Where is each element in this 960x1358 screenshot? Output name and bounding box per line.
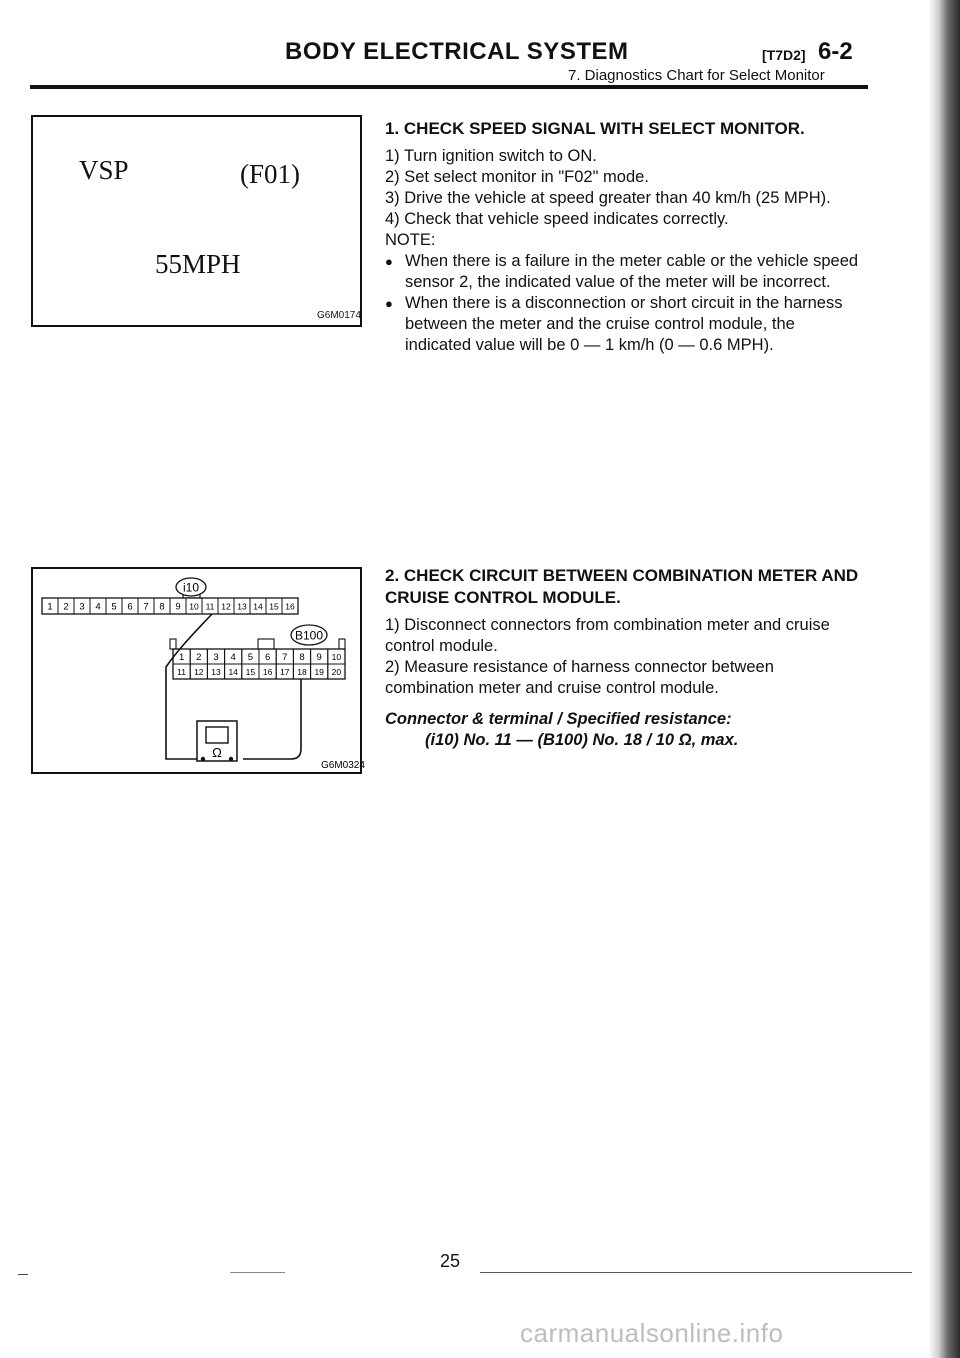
connector-pin-number: 13 bbox=[237, 601, 247, 612]
chapter-subtitle: 7. Diagnostics Chart for Select Monitor bbox=[568, 67, 825, 84]
connector-pin-number: 4 bbox=[95, 601, 101, 613]
note-label: NOTE: bbox=[385, 231, 436, 249]
connector-pin-number: 5 bbox=[247, 652, 254, 663]
connector-pin-number: 7 bbox=[282, 652, 288, 663]
spec-value: (i10) No. 11 — (B100) No. 18 / 10 Ω, max. bbox=[425, 731, 739, 749]
connector-pin-number: 14 bbox=[228, 667, 238, 677]
monitor-label-vsp: VSP bbox=[79, 155, 129, 185]
connector-pin-number: 17 bbox=[280, 667, 290, 677]
note-item: ● When there is a disconnection or short circuit in the harness between the meter and the cruise control module, the indicated value will be 0 — 1 km/h (0 — 0.6 MPH). bbox=[385, 293, 865, 356]
note-item: ● When there is a failure in the meter cable or the vehicle speed sensor 2, the indicated value of the meter will be incorrect. bbox=[385, 251, 865, 293]
step: 2) Set select monitor in "F02" mode. bbox=[385, 168, 649, 186]
monitor-value: 55MPH bbox=[155, 249, 241, 279]
connector-pin-number: 11 bbox=[177, 667, 187, 677]
connector-pin-number: 8 bbox=[299, 652, 305, 663]
connector-pin-number: 9 bbox=[175, 601, 181, 613]
step: 1) Turn ignition switch to ON. bbox=[385, 147, 597, 165]
watermark: carmanualsonline.info bbox=[520, 1318, 784, 1348]
footer-rule bbox=[230, 1272, 285, 1273]
step: 3) Drive the vehicle at speed greater than 40 km/h (25 MPH). bbox=[385, 189, 831, 207]
footer-rule bbox=[480, 1272, 930, 1273]
connector-pin-number: 6 bbox=[127, 601, 133, 613]
connector-pin-number: 13 bbox=[211, 667, 221, 677]
section-title: BODY ELECTRICAL SYSTEM bbox=[285, 38, 629, 65]
spec-heading: Connector & terminal / Specified resistance: bbox=[385, 710, 732, 728]
connector-pin-number: 16 bbox=[285, 601, 295, 612]
connector-pin-number: 2 bbox=[196, 652, 202, 663]
section-check-circuit bbox=[385, 565, 865, 751]
connector-pin-number: 11 bbox=[205, 601, 215, 612]
connector-pin-number: 18 bbox=[297, 667, 307, 677]
section-code: [T7D2] bbox=[762, 47, 806, 63]
connector-pin-number: 10 bbox=[331, 652, 342, 662]
connector-pin-number: 12 bbox=[221, 601, 231, 612]
connector-pin-number: 4 bbox=[230, 652, 236, 663]
page-reference: 6-2 bbox=[818, 38, 853, 65]
connector-pin-number: 3 bbox=[79, 601, 85, 613]
connector-pin-number: 16 bbox=[262, 667, 273, 677]
i10-label: i10 bbox=[182, 580, 200, 595]
connector-pin-number: 7 bbox=[143, 601, 149, 613]
connector-pin-number: 10 bbox=[189, 601, 199, 612]
probe-lead-b100 bbox=[243, 679, 301, 759]
footer-mark bbox=[18, 1274, 28, 1275]
ohm-icon: Ω bbox=[212, 745, 222, 760]
connector-pin-number: 1 bbox=[47, 601, 53, 613]
b100-label: B100 bbox=[294, 628, 324, 643]
connector-pin-number: 2 bbox=[63, 601, 69, 613]
connector-pin-number: 14 bbox=[253, 601, 263, 612]
connector-pin-number: 6 bbox=[264, 652, 271, 663]
monitor-label-mode: (F01) bbox=[240, 159, 300, 189]
step: 4) Check that vehicle speed indicates correctly. bbox=[385, 210, 729, 228]
ohmmeter-display bbox=[206, 727, 228, 743]
connector-pin-number: 15 bbox=[269, 601, 279, 612]
header-rule bbox=[30, 85, 868, 89]
connector-pin-number: 9 bbox=[316, 652, 322, 663]
figure-code: G6M0324 bbox=[321, 760, 365, 771]
connector-pin-number: 20 bbox=[331, 667, 342, 677]
step: 2) Measure resistance of harness connector between combination meter and cruise control module. bbox=[385, 658, 774, 697]
connector-pin-number: 15 bbox=[245, 667, 256, 677]
section-heading: 2. CHECK CIRCUIT BETWEEN COMBINATION METER AND CRUISE CONTROL MODULE. bbox=[385, 566, 859, 607]
connector-pin-number: 12 bbox=[194, 667, 204, 677]
section-heading: 1. CHECK SPEED SIGNAL WITH SELECT MONITOR. bbox=[385, 119, 805, 138]
step: 1) Disconnect connectors from combination meter and cruise control module. bbox=[385, 616, 830, 655]
connector-pin-number: 5 bbox=[111, 601, 117, 613]
connector-diagram-figure bbox=[31, 567, 365, 774]
connector-diagram bbox=[33, 569, 365, 772]
page-number: 25 bbox=[440, 1251, 461, 1271]
connector-pin-number: 3 bbox=[213, 652, 219, 663]
figure-code: G6M0174 bbox=[317, 310, 361, 321]
monitor-display-figure bbox=[31, 115, 362, 327]
connector-pin-number: 19 bbox=[314, 667, 324, 677]
scan-binding-edge bbox=[912, 0, 960, 1358]
connector-pin-number: 8 bbox=[159, 601, 165, 613]
connector-pin-number: 1 bbox=[178, 652, 185, 663]
section-check-speed-signal bbox=[385, 118, 865, 356]
